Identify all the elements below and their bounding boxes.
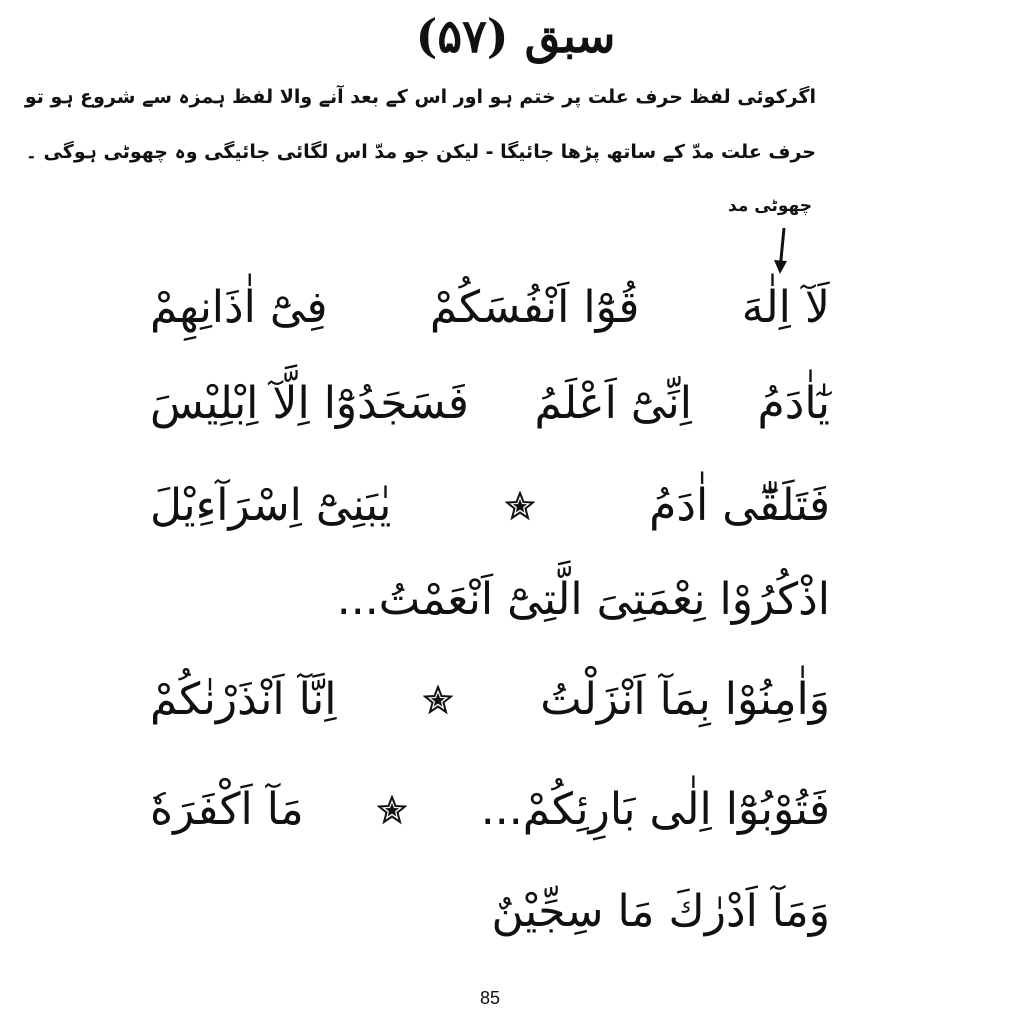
ayah-word: اذْكُرُوْا نِعْمَتِىَ الَّتِىْٓ اَنْعَمْتُ... <box>336 574 830 625</box>
ayah-word: مَآ اَكْفَرَهٗ <box>150 784 304 835</box>
intro-line-1: اگرکوئی لفظ حرف علت پر ختم ہو اور اس کے بعد آنے والا لفظ ہمزہ سے شروع ہو تو <box>24 86 816 108</box>
ayah-line-3 <box>150 466 830 546</box>
ayah-line-6 <box>150 770 830 850</box>
ayah-word: فَتَلَقّٰٓى اٰدَمُ <box>649 480 830 531</box>
ayah-word: يٰبَنِىْٓ اِسْرَآءِيْلَ <box>150 480 392 531</box>
lesson-title: سبق (۵۷) <box>415 9 616 63</box>
ayah-word: يٰٓاٰدَمُ <box>757 378 830 429</box>
ayah-line-2 <box>150 364 830 444</box>
ayah-line-5 <box>150 660 830 740</box>
short-madd-label: چھوٹی مد <box>728 196 812 216</box>
page-number: 85 <box>479 988 501 1008</box>
ayah-word: وَاٰمِنُوْا بِمَآ اَنْزَلْتُ <box>540 674 830 725</box>
star-icon <box>505 491 535 521</box>
ayah-line-7 <box>150 872 830 952</box>
ayah-line-4 <box>150 560 830 640</box>
star-icon <box>423 685 453 715</box>
ayah-word: فَتُوْبُوْٓا اِلٰى بَارِئِكُمْ... <box>480 784 830 835</box>
ayah-word: وَمَآ اَدْرٰكَ مَا سِجِّيْنٌ <box>491 886 830 937</box>
ayah-word: لَآ اِلٰهَ <box>741 282 830 333</box>
ayah-word: اِنِّىْٓ اَعْلَمُ <box>534 378 692 429</box>
star-icon <box>377 795 407 825</box>
intro-line-2: حرف علت مدّ کے ساتھ پڑھا جائیگا - لیکن جو مدّ اس لگائی جائیگی وہ چھوٹی ہوگی ۔ <box>25 141 816 163</box>
ayah-word: اِنَّآ اَنْذَرْنٰكُمْ <box>150 674 337 725</box>
ayah-word: فِىْٓ اٰذَانِهِمْ <box>150 282 328 333</box>
ayah-word: فَسَجَدُوْٓا اِلَّآ اِبْلِيْسَ <box>150 378 469 429</box>
ayah-line-1 <box>150 268 830 348</box>
ayah-word: قُوْٓا اَنْفُسَكُمْ <box>429 282 640 333</box>
